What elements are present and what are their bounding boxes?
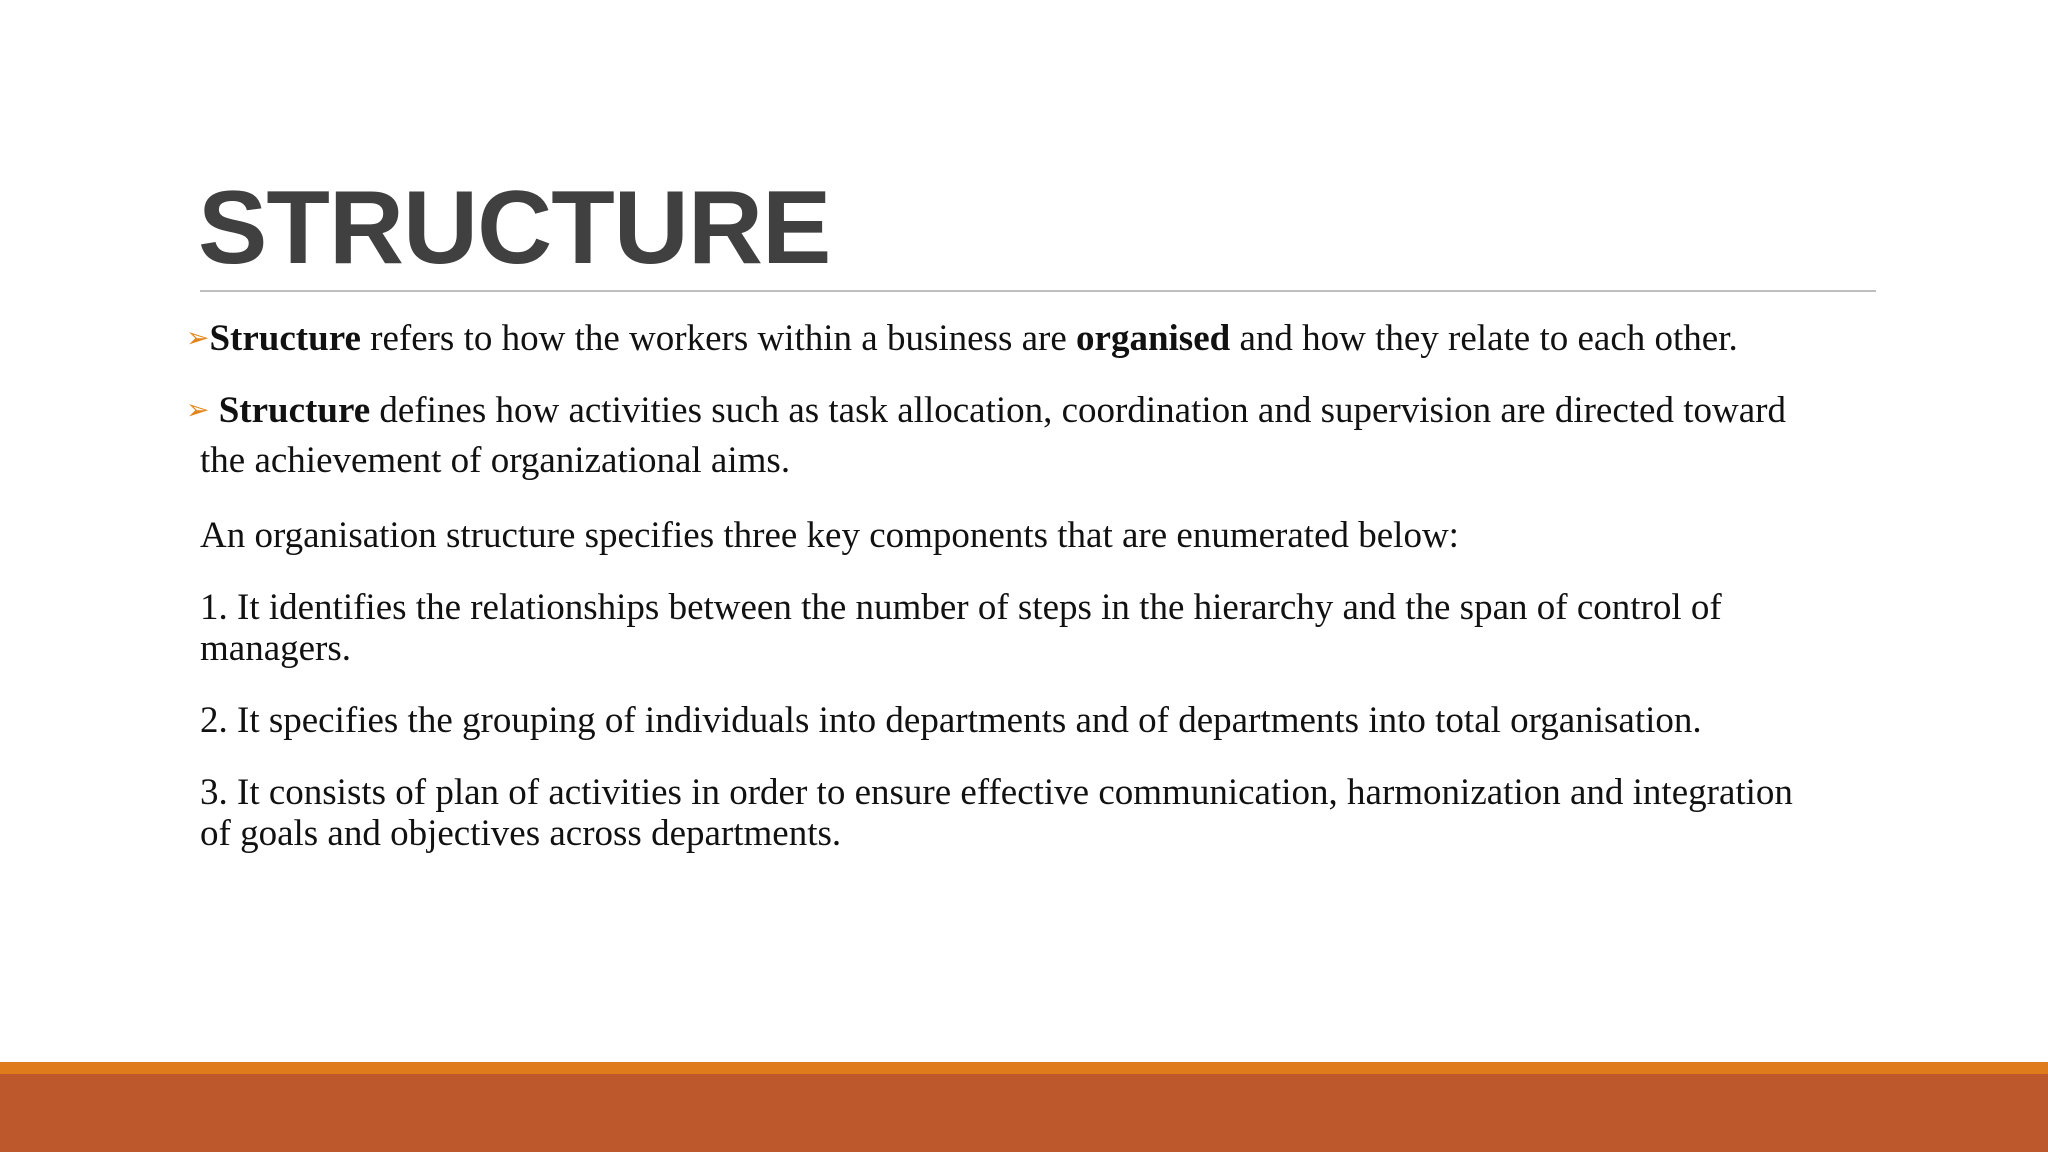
list-item-1: 1. It identifies the relationships between the number of steps in the hierarchy and the span of control of	[200, 587, 1722, 628]
title-divider	[200, 290, 1876, 292]
slide-title: STRUCTURE	[198, 170, 831, 286]
bullet-2-continuation: the achievement of organizational aims.	[200, 440, 791, 481]
bullet-2-bold-lead: Structure	[218, 390, 371, 431]
intro-paragraph: An organisation structure specifies three key components that are enumerated below:	[200, 515, 1459, 556]
bullet-1-text-b: and how they relate to each other.	[1230, 318, 1738, 359]
arrow-bullet-icon: ➢	[186, 393, 210, 426]
bullet-2	[186, 388, 1786, 433]
list-item-3: 3. It consists of plan of activities in order to ensure effective communication, harmonization and integration	[200, 772, 1793, 813]
bullet-1-bold-mid: organised	[1076, 318, 1231, 359]
list-item-3-continuation: of goals and objectives across departments.	[200, 813, 842, 854]
arrow-bullet-icon: ➢	[186, 321, 210, 354]
footer-accent-bar	[0, 1062, 2048, 1074]
bullet-1-bold-lead: Structure	[209, 318, 361, 359]
footer-bar	[0, 1074, 2048, 1152]
list-item-2: 2. It specifies the grouping of individuals into departments and of departments into total organisation.	[200, 700, 1702, 741]
list-item-1-continuation: managers.	[200, 628, 352, 669]
bullet-1-text-a: refers to how the workers within a business are	[360, 318, 1077, 359]
bullet-1	[186, 316, 1738, 361]
bullet-2-text-line1: defines how activities such as task allocation, coordination and supervision are directed toward	[370, 390, 1786, 431]
